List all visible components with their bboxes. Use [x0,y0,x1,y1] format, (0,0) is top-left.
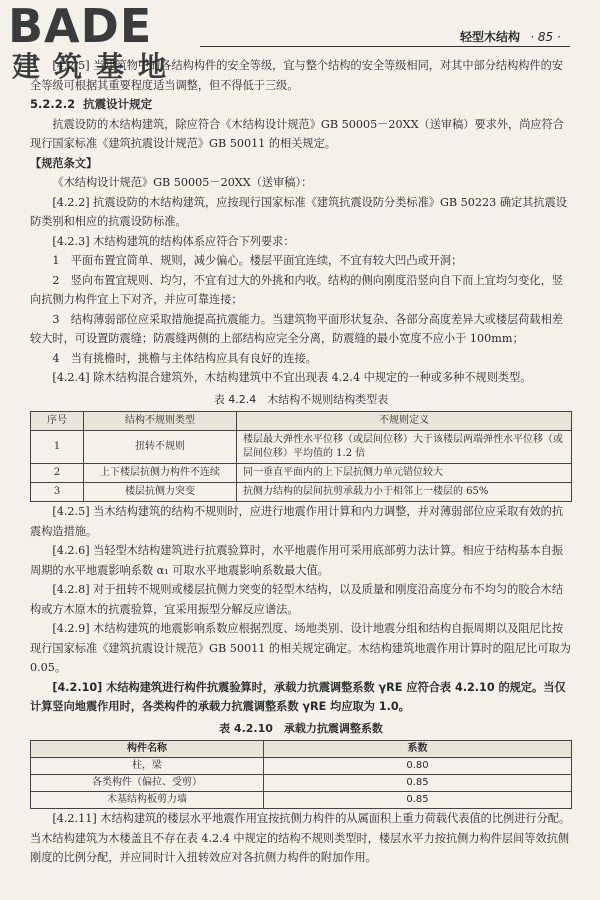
header-cell: 结构不规则类型 [84,412,237,431]
clause-heading: 【规范条文】 [30,156,98,170]
running-header [460,28,561,45]
table-cell: 楼层最大弹性水平位移（或层间位移）大于该楼层两端弹性水平位移（或层间位移）平均值的 1.2 倍 [237,431,572,464]
table-cell: 木基结构板剪力墙 [31,792,264,809]
seismic-factor-table [30,740,572,809]
table-row [31,792,572,809]
table-1-caption: 表 4.2.4 木结构不规则结构类型表 [213,392,389,406]
table-cell: 抗侧力结构的层间抗剪承载力小于相邻上一楼层的 65% [237,483,572,502]
header-title: 轻型木结构 [460,30,521,44]
table-cell: 2 [31,464,84,483]
table-row [31,483,572,502]
section-number: 5.2.2.2 [30,97,76,111]
clause-4-2-5: [4.2.5] 当木结构建筑的结构不规则时，应进行地震作用计算和内力调整，并对薄弱部位应采取有效的抗震构造措施。 [30,505,564,538]
table-cell: 柱，梁 [31,758,264,775]
irregularity-table [30,411,572,502]
clause-4-2-3-item-2: 2 竖向布置宜规则、均匀，不宜有过大的外挑和内收。结构的侧向刚度沿竖向自下而上宜均匀变化，竖向抗侧力构件宜上下对齐，并应可靠连接； [30,273,563,306]
table-row [31,758,572,775]
table-cell: 各类构件（偏拉、受剪） [31,775,264,792]
table-header-row [31,741,572,758]
clause-4-2-4: [4.2.4] 除木结构混合建筑外，木结构建筑中不宜出现表 4.2.4 中规定的一种或多种不规则类型。 [52,371,532,384]
clause-4-2-3-item-3: 3 结构薄弱部位应采取措施提高抗震能力。当建筑物平面形状复杂、各部分高度差异大或楼层荷载相差较大时，可设置防震缝；防震缝两侧的上部结构应完全分离，防震缝的最小宽度不应小于 100mm； [30,312,563,345]
intro-paragraph: [4.2.5] 当建筑物中的各结构构件的安全等级，宜与整个结构的安全等级相同，对其中部分结构构件的安全等级可根据其重要程度适当调整，但不得低于三级。 [30,59,564,92]
clause-source: 《木结构设计规范》GB 50005－20XX（送审稿）： [52,176,313,189]
table-cell: 1 [31,431,84,464]
table-2-caption: 表 4.2.10 承载力抗震调整系数 [219,721,383,735]
logo-sub-text: 建筑基地 [12,50,181,83]
clause-4-2-10: [4.2.10] 木结构建筑进行构件抗震验算时，承载力抗震调整系数 γRE 应符合表 4.2.10 的规定。当仅计算竖向地震作用时，各类构件的承载力抗震调整系数 γRE 均应取为 1.0。 [30,680,566,713]
clause-4-2-3-item-4: 4 当有挑檐时，挑檐与主体结构应具有良好的连接。 [52,351,317,365]
clause-4-2-11: [4.2.11] 木结构建筑的楼层水平地震作用宜按抗侧力构件的从属面积上重力荷载代表值的比例进行分配。当木结构建筑为木楼盖且不存在表 4.2.4 中规定的结构不规则类型时，楼层水平力按抗侧力构件层间等效抗侧刚度的比例分配，并应同时计入扭转效应对各抗侧力构件的附加作用。 [30,812,571,864]
para-1: 抗震设防的木结构建筑，除应符合《木结构设计规范》GB 50005－20XX（送审稿）要求外，尚应符合现行国家标准《建筑抗震设计规范》GB 50011 的相关规定。 [30,117,564,150]
header-cell: 不规则定义 [237,412,572,431]
table-cell: 扭转不规则 [84,431,237,464]
table-header-row [31,412,572,431]
table-cell: 上下楼层抗侧力构件不连续 [84,464,237,483]
clause-4-2-9: [4.2.9] 木结构建筑的地震影响系数应根据烈度、场地类别、设计地震分组和结构自振周期以及阻尼比按现行国家标准《建筑抗震设计规范》GB 50011 的相关规定确定。木结构建筑地震作用计算时的阻尼比可取为 0.05。 [30,622,571,674]
table-cell: 0.85 [264,775,572,792]
table-row [31,431,572,464]
table-cell: 同一垂直平面内的上下层抗侧力单元错位较大 [237,464,572,483]
clause-4-2-3: [4.2.3] 木结构建筑的结构体系应符合下列要求： [52,234,295,248]
table-cell: 0.80 [264,758,572,775]
page-body [30,56,572,868]
header-rule [200,46,570,47]
clause-4-2-2: [4.2.2] 抗震设防的木结构建筑，应按现行国家标准《建筑抗震设防分类标准》GB 50223 确定其抗震设防类别和相应的抗震设防标准。 [30,195,567,228]
clause-4-2-8: [4.2.8] 对于扭转不规则或楼层抗侧力突变的轻型木结构，以及质量和刚度沿高度分布不均匀的胶合木结构或方木原木的抗震验算，宜采用振型分解反应谱法。 [30,583,564,616]
clause-4-2-6: [4.2.6] 当轻型木结构建筑进行抗震验算时，水平地震作用可采用底部剪力法计算。相应于结构基本自振周期的水平地震影响系数 α₁ 可取水平地震影响系数最大值。 [30,544,564,577]
table-row [31,464,572,483]
table-cell: 0.85 [264,792,572,809]
logo-main-text: BADE [8,0,153,53]
clause-4-2-3-item-1: 1 平面布置宜简单、规则，减少偏心。楼层平面宜连续，不宜有较大凹凸或开洞； [52,254,463,267]
section-heading [30,95,572,115]
table-cell: 楼层抗侧力突变 [84,483,237,502]
section-title: 抗震设计规定 [83,97,153,111]
header-cell: 系数 [264,741,572,758]
header-cell: 构件名称 [31,741,264,758]
table-cell: 3 [31,483,84,502]
table-row [31,775,572,792]
header-cell: 序号 [31,412,84,431]
page-number: · 85 · [530,30,561,44]
